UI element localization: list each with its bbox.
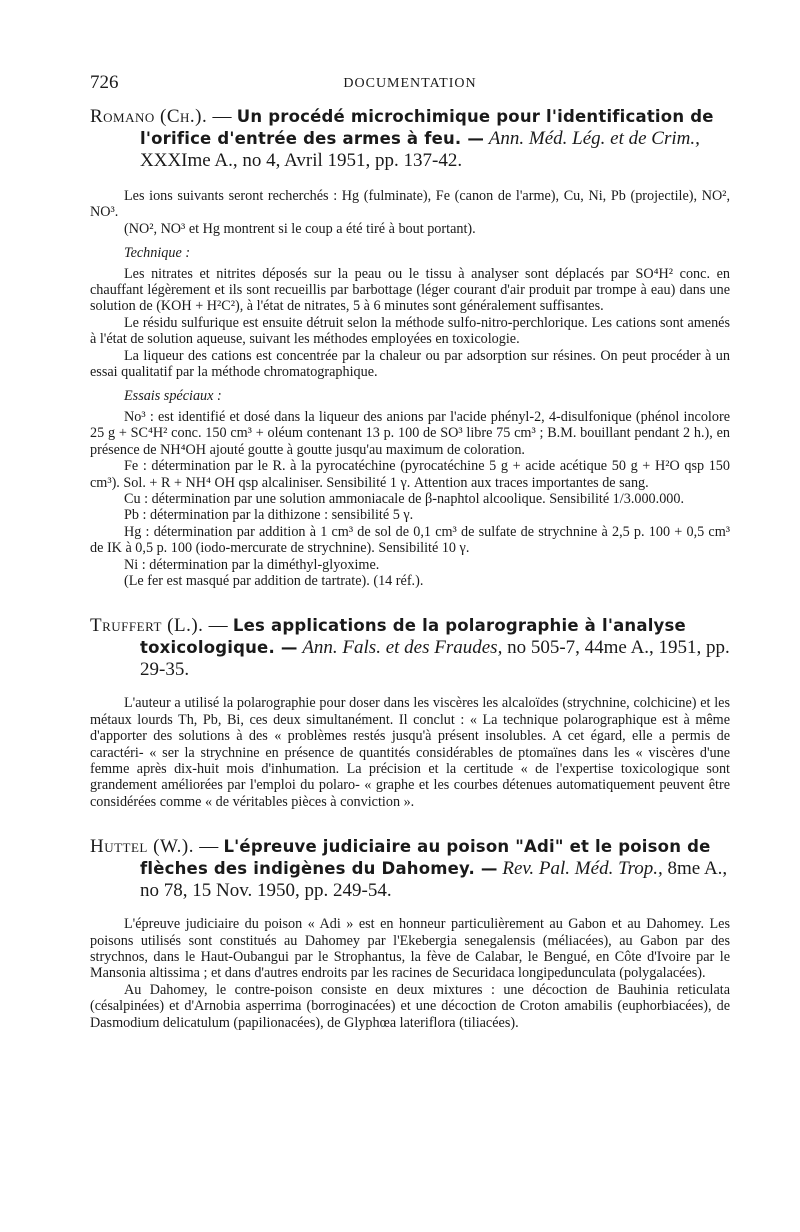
abstract-entry (90, 615, 730, 810)
journal: Ann. Méd. Lég. et de Crim., (488, 128, 700, 149)
paragraph: Cu : détermination par une solution ammoniacale de β-naphtol alcoolique. Sensibilité 1/3.000.000. (124, 490, 685, 507)
page-number: 726 (90, 72, 119, 93)
subheading: Technique : (124, 245, 191, 262)
paragraph: Pb : détermination par la dithizone : sensibilité 5 γ. (124, 507, 414, 524)
paragraph: Hg : détermination par addition à 1 cm³ de sol de 0,1 cm³ de sulfate de strychnine à 2,5 p. 100 + 0,5 cm³ de IK à 0,5 p. 100 (iodo-mercurate de strychnine). Sensibilité 10 γ. (90, 523, 730, 557)
paragraph: Le résidu sulfurique est ensuite détruit selon la méthode sulfo-nitro-perchlorique. Les cations sont amenés à l'état de solution aqueuse, suivant les méthodes employées en toxicologie. (90, 314, 730, 348)
article-title: Un procédé microchimique pour l'identification de l'orifice d'entrée des armes à feu. — (140, 107, 714, 148)
citation (90, 106, 730, 172)
running-header (90, 62, 730, 92)
paragraph: (Le fer est masqué par addition de tartrate). (14 réf.). (124, 572, 424, 589)
abstract-entry (90, 106, 730, 589)
paragraph: (NO², NO³ et Hg montrent si le coup a été tiré à bout portant). (124, 220, 476, 237)
citation (90, 836, 730, 902)
subheading: Essais spéciaux : (124, 388, 222, 405)
abstract-body (90, 916, 730, 1031)
page (90, 62, 730, 1031)
citation-details: no 505-7, 44me A., 1951, pp. 29-35. (140, 637, 730, 681)
paragraph: L'auteur a utilisé la polarographie pour doser dans les viscères les alcaloïdes (strychnine, colchicine) et les métaux lourds Th, Pb, Bi, ces deux simultanément. Il conclut : « La technique polarographique est à même d'apporter des solutions à des « problèmes restés jusqu'à présent insolubles. A cet égard, elle a permis de caractéri- « ser la strychnine en présence de quantités considérables de ptomaïnes dans les « viscères d'une femme après dix-huit mois d'inhumation. La précision et la certitude « de l'expertise toxicologique sont grandement améliorées par l'emploi du polaro- « graphe et les courbes détenues automatiquement peuvent être considérées comme « de véritables pièces à conviction ». (90, 695, 730, 810)
citation-details: 8me A., no 78, 15 Nov. 1950, pp. 249-54. (140, 858, 728, 902)
journal: Ann. Fals. et des Fraudes, (302, 637, 503, 659)
author: Truffert (L.). — (90, 615, 229, 637)
paragraph: L'épreuve judiciaire du poison « Adi » est en honneur particulièrement au Gabon et au Dahomey. Les poisons utilisés sont constitués au Dahomey par l'Ekebergia senegalensis (méliacées), au Gabon par des strychnos, dans le Haut-Oubangui par le Strophantus, la fève de Calabar, le Bengué, en Côte d'Ivoire par le Mansonia altissima ; et dans d'autres endroits par les racines de Securidaca longipedunculata (polygalacées). (90, 916, 730, 982)
paragraph: Ni : détermination par la diméthyl-glyoxime. (124, 556, 380, 573)
abstract-body (90, 188, 730, 589)
paragraph: Les ions suivants seront recherchés : Hg (fulminate), Fe (canon de l'arme), Cu, Ni, Pb (projectile), NO², NO³. (90, 188, 730, 221)
abstract-body (90, 695, 730, 810)
article-title: L'épreuve judiciaire au poison "Adi" et le poison de flèches des indigènes du Dahomey. — (140, 837, 711, 879)
author: Romano (Ch.). — (90, 106, 232, 127)
citation-details: XXXIme A., no 4, Avril 1951, pp. 137-42. (140, 150, 463, 171)
author: Huttel (W.). — (90, 836, 219, 858)
paragraph: Les nitrates et nitrites déposés sur la peau ou le tissu à analyser sont déplacés par SO⁴H² conc. en chauffant légèrement et ils sont recueillis par barbottage (léger courant d'air produit par trompe à eau) dans une solution de (KOH + H²C²), à l'état de nitrates, 5 à 6 minutes sont généralement suffisantes. (90, 265, 730, 315)
abstract-entry (90, 836, 730, 1031)
paragraph: No³ : est identifié et dosé dans la liqueur des anions par l'acide phényl-2, 4-disulfonique (phénol incolore 25 g + SC⁴H² conc. 150 cm³ + oléum contenant 13 p. 100 de SO³ libre 75 cm³ ; B.M. bouillant pendant 2 h.), en présence de NH⁴OH ajouté goutte à goutte jusqu'au maximum de coloration. (90, 408, 730, 458)
paragraph: La liqueur des cations est concentrée par la chaleur ou par adsorption sur résines. On peut procéder à un essai qualitatif par la méthode chromatographique. (90, 347, 730, 381)
journal: Rev. Pal. Méd. Trop., (502, 858, 663, 880)
paragraph: Au Dahomey, le contre-poison consiste en deux mixtures : une décoction de Bauhinia reticulata (césalpinées) et d'Arnobia asperrima (borroginacées) et une décoction de Croton amabilis (euphorbiacées), de Dasmodium delicatulum (papilionacées), de Glyphœa lateriflora (tiliacées). (90, 981, 730, 1031)
citation (90, 615, 730, 681)
article-title: Les applications de la polarographie à l'analyse toxicologique. — (140, 616, 686, 658)
paragraph: Fe : détermination par le R. à la pyrocatéchine (pyrocatéchine 5 g + acide acétique 50 g + H²O qsp 150 cm³). Sol. + R + NH⁴ OH qsp alcaliniser. Sensibilité 1 γ. Attention aux traces importantes de sang. (90, 458, 730, 491)
running-head: DOCUMENTATION (343, 76, 477, 91)
